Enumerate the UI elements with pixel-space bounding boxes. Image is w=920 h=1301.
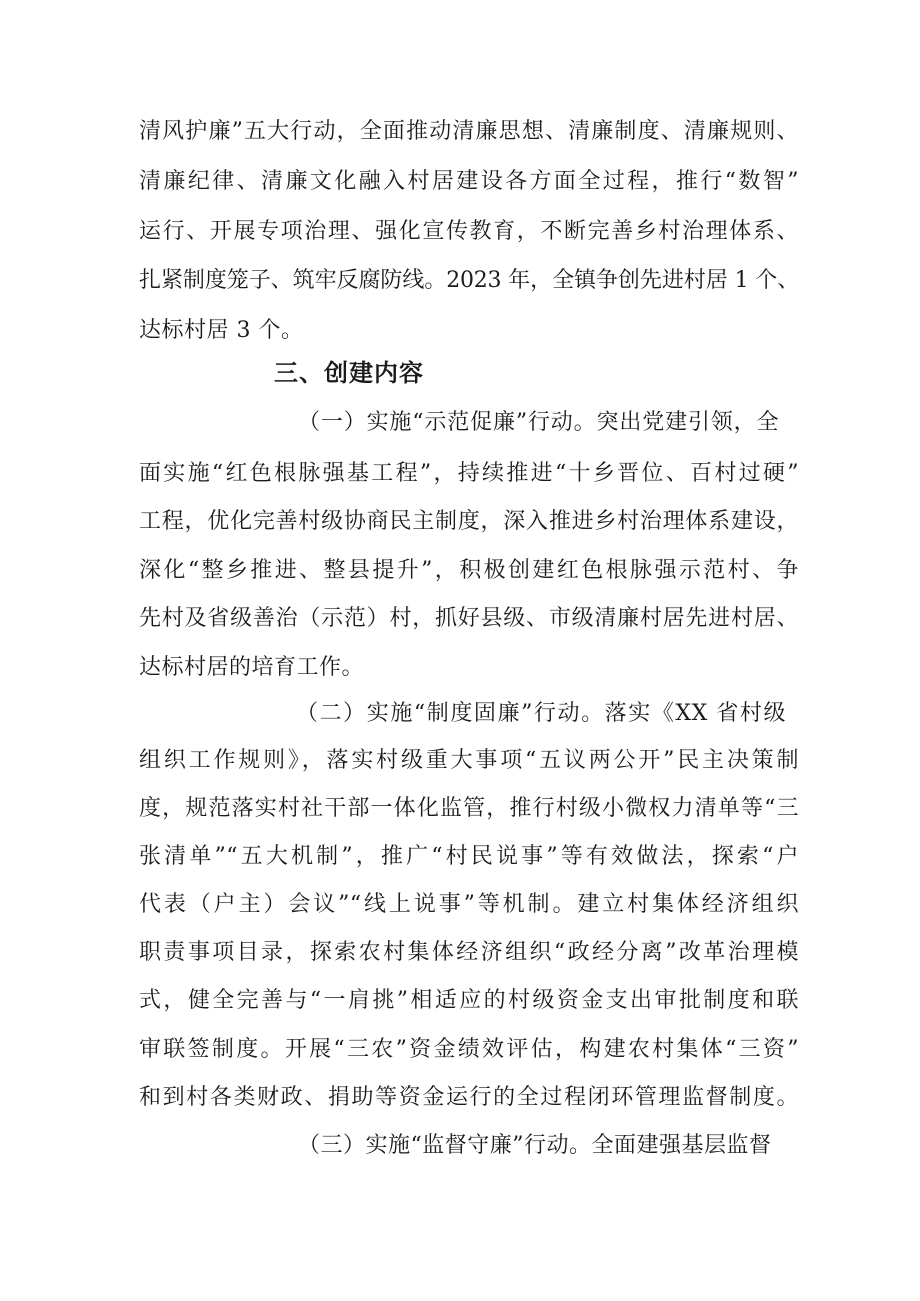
paragraph-3-line-6: 职责事项目录，探索农村集体经济组织“政经分离”改革治理模: [139, 940, 799, 965]
paragraph-3-line-4: 张清单”“五大机制”，推广“村民说事”等有效做法，探索“户: [139, 844, 799, 869]
paragraph-2-line-1: （一）实施“示范促廉”行动。突出党建引领，全: [298, 410, 779, 435]
paragraph-3-line-3: 度，规范落实村社干部一体化监管，推行村级小微权力清单等“三: [139, 796, 799, 821]
paragraph-3-line-7: 式，健全完善与“一肩挑”相适应的村级资金支出审批制度和联: [139, 988, 799, 1013]
paragraph-1-line-3: 运行、开展专项治理、强化宣传教育，不断完善乡村治理体系、: [139, 219, 799, 244]
paragraph-3-line-8: 审联签制度。开展“三农”资金绩效评估，构建农村集体“三资”: [139, 1037, 799, 1062]
paragraph-3-line-9: 和到村各类财政、捐助等资金运行的全过程闭环管理监督制度。: [139, 1085, 799, 1110]
paragraph-2-line-6: 达标村居的培育工作。: [139, 655, 365, 680]
paragraph-3-line-2: 组织工作规则》，落实村级重大事项“五议两公开”民主决策制: [139, 748, 799, 773]
paragraph-1-line-2: 清廉纪律、清廉文化融入村居建设各方面全过程，推行“数智”: [139, 169, 799, 194]
paragraph-2-line-4: 深化“整乡推进、整县提升”，积极创建红色根脉强示范村、争: [139, 558, 799, 583]
section-heading: 三、创建内容: [274, 359, 424, 387]
paragraph-1-line-5: 达标村居 3 个。: [139, 318, 304, 343]
paragraph-2-line-5: 先村及省级善治（示范）村，抓好县级、市级清廉村居先进村居、: [139, 606, 799, 631]
paragraph-2-line-3: 工程，优化完善村级协商民主制度，深入推进乡村治理体系建设，: [139, 509, 799, 534]
paragraph-2-line-2: 面实施“红色根脉强基工程”，持续推进“十乡晋位、百村过硬”: [139, 461, 799, 486]
paragraph-4-line-1: （三）实施“监督守廉”行动。全面建强基层监督: [298, 1133, 772, 1158]
paragraph-1-line-1: 清风护廉”五大行动，全面推动清廉思想、清廉制度、清廉规则、: [139, 119, 799, 144]
paragraph-3-line-5: 代表（户主）会议”“线上说事”等机制。建立村集体经济组织: [139, 892, 799, 917]
paragraph-3-line-1: （二）实施“制度固廉”行动。落实《XX 省村级: [296, 701, 786, 726]
paragraph-1-line-4: 扎紧制度笼子、筑牢反腐防线。2023 年，全镇争创先进村居 1 个、: [139, 268, 799, 293]
